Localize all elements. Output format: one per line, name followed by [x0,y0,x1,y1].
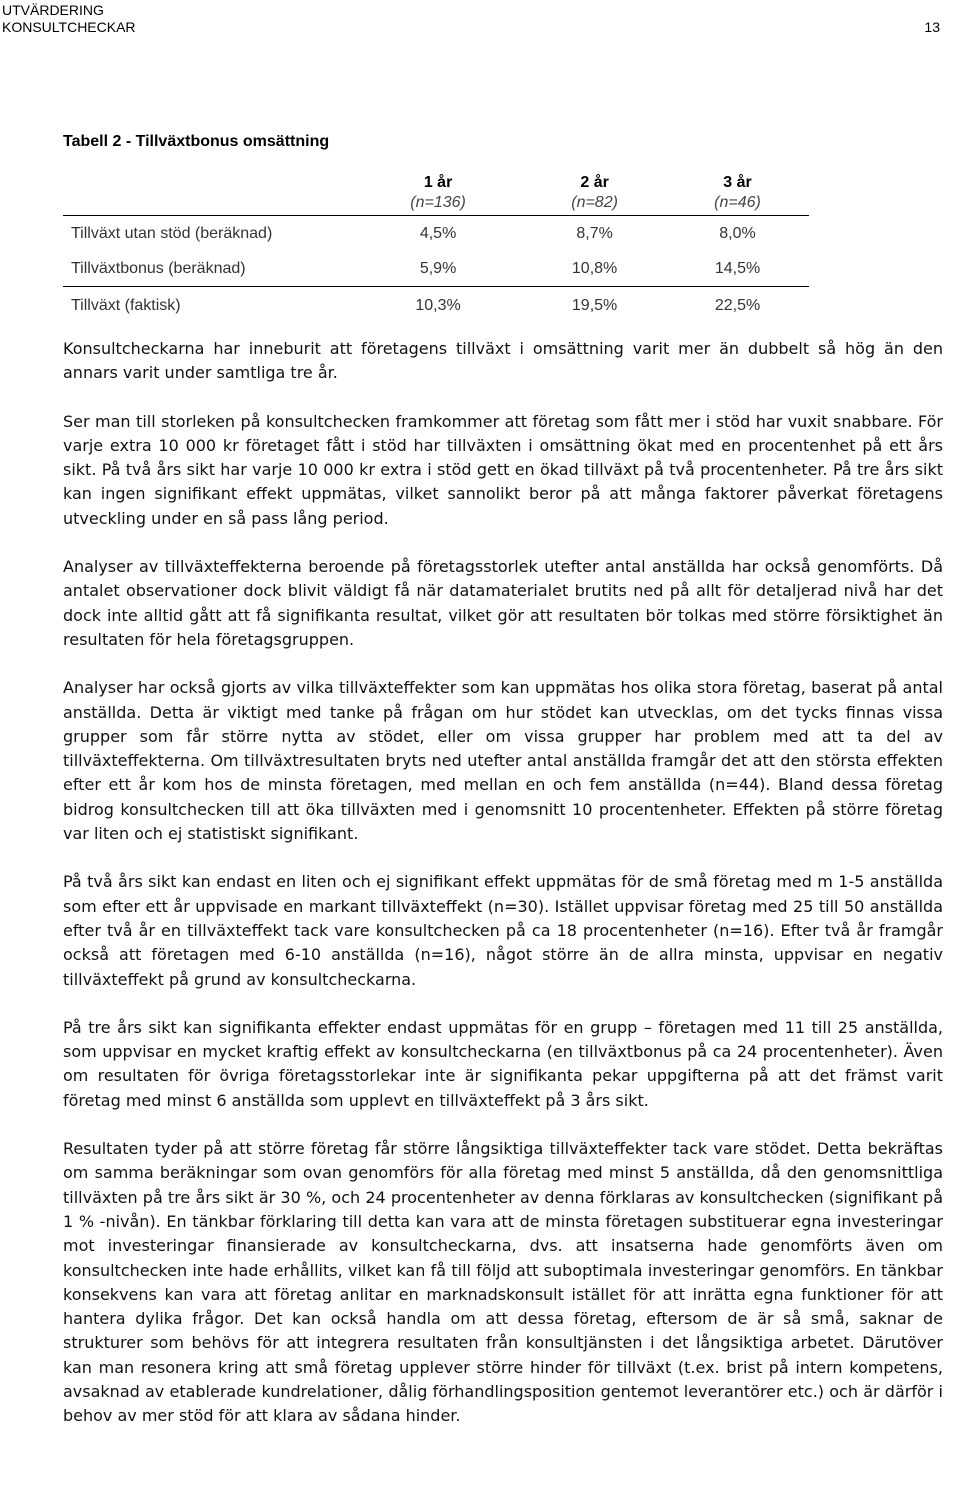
col-label: 2 år [580,174,609,191]
table-cell: 19,5% [571,297,618,314]
table-header-col-3 [666,173,809,216]
paragraph: Analyser har också gjorts av vilka tillväxteffekter som kan uppmätas hos olika stora företag, baserat på antal anställda. Detta är viktigt med tanke på frågan om hur stödet kan utvecklas, om det tycks finnas vissa grupper som får större nytta av stödet, eller om vissa grupper har problem med att ta del av tillväxteffekterna. Om tillväxtresultaten bryts ned utefter antal anställda framgår det att den största effekten efter ett år kom hos de minsta företagen, med mellan en och fem anställda (n=44). Bland dessa företag bidrog konsultchecken till att öka tillväxten med i genomsnitt 10 procentenheter. Effekten på större företag var liten och ej statistiskt signifikant. [63,678,943,844]
row-label: Tillväxt (faktisk) [71,297,181,314]
table-cell: 14,5% [666,251,809,287]
col-label: 3 år [723,174,752,191]
page-header [0,0,960,40]
running-title-line2: KONSULTCHECKAR [2,19,136,35]
paragraph: Ser man till storleken på konsultchecken framkommer att företag som fått mer i stöd har vuxit snabbare. För varje extra 10 000 kr företaget fått i stöd har tillväxten i omsättning ökat med en procentenhet på ett års sikt. På två års sikt har varje 10 000 kr extra i stöd gett en ökad tillväxt på två procentenheter. På tre års sikt kan ingen signifikant effekt uppmätas, vilket sannolikt beror på att många faktorer påverkat företagens utveckling under en så pass lång period. [63,411,943,528]
table-title: Tabell 2 - Tillväxtbonus omsättning [63,133,330,150]
table-cell: 4,5% [419,224,457,242]
paragraph: På två års sikt kan endast en liten och ej signifikant effekt uppmätas för de små företag med m 1-5 anställda som efter ett år uppvisade en markant tillväxteffekt (n=30). Istället uppvisar företag med 25 till 50 anställda efter två år en tillväxteffekt tack vare konsultchecken på ca 18 procentenheter (n=16). Efter två år framgår också att företagen med 6-10 anställda (n=16), något större än de allra minsta, uppvisar en negativ tillväxteffekt på grund av konsultcheckarna. [63,872,943,989]
table-header-empty [63,173,353,216]
running-title-line1: UTVÄRDERING [2,2,104,18]
table-row [63,251,809,287]
table-header-col-2 [523,173,666,216]
table-cell: 10,8% [523,251,666,287]
table-header-row [63,173,809,216]
page-content [63,133,943,1453]
table-cell: 8,7% [576,224,613,242]
paragraph: Analyser av tillväxteffekterna beroende på företagsstorlek utefter antal anställda har också genomförts. Då antalet observationer dock blivit väldigt få när datamaterialet brutits ned på allt för detaljerad nivå har det dock inte alltid gått att få signifikanta resultat, vilket gör att resultaten bör tolkas med större försiktighet än resultaten för hela företagsgruppen. [63,557,943,649]
running-title [2,2,136,36]
paragraph: Konsultcheckarna har inneburit att företagens tillväxt i omsättning varit mer än dubbelt så hög än den annars varit under samtliga tre år. [63,339,943,383]
table-cell: 5,9% [353,251,523,287]
table-header-col-1 [353,173,523,216]
row-label: Tillväxt utan stöd (beräknad) [71,224,273,242]
row-label: Tillväxtbonus (beräknad) [63,251,353,287]
body-text [63,337,943,1429]
col-n: (n=136) [410,194,466,211]
paragraph: Resultaten tyder på att större företag får större långsiktiga tillväxteffekter tack vare stödet. Detta bekräftas om samma beräkningar som ovan genomförs för alla företag med minst 5 anställda, då den genomsnittliga tillväxten på tre års sikt är 30 %, och 24 procentenheter av denna förklaras av konsultchecken (signifikant på 1 % -nivån). En tänkbar förklaring till detta kan vara att de minsta företagen substituerar egna investeringar mot investeringar finansierade av konsultcheckarna, dvs. att insatserna hade genomförts även om konsultchecken inte hade erhållits, vilket kan få till följd att suboptimala investeringar genomförs. En tänkbar konsekvens kan vara att företag anlitar en marknadskonsult istället för att inrätta egna funktioner för att hantera dylika frågor. Det kan också handla om att dessa företag, eftersom de är så små, saknar de strukturer som behövs för att integrera resultaten från konsultjänsten i det långsiktiga arbetet. Därutöver kan man resonera kring att små företag upplever större hinder för tillväxt (t.ex. brist på intern kompetens, avsaknad av etablerade kundrelationer, dålig förhandlingsposition gentemot leverantörer etc.) och är därför i behov av mer stöd för att klara av sådana hinder. [63,1139,943,1426]
table-cell: 8,0% [719,224,756,242]
col-n: (n=82) [571,194,618,211]
col-label: 1 år [423,174,453,191]
paragraph: På tre års sikt kan signifikanta effekter endast uppmätas för en grupp – företagen med 11 till 25 anställda, som uppvisar en mycket kraftig effekt av konsultcheckarna (en tillväxtbonus på ca 24 procentenheter). Även om resultaten för övriga företagsstorlekar inte är signifikanta pekar uppgifterna på att det främst varit företag med minst 6 anställda som upplevt en tillväxteffekt på 3 års sikt. [63,1017,943,1110]
table-row [63,287,809,326]
col-n: (n=46) [714,194,761,211]
table-cell: 10,3% [415,297,461,314]
table-row [63,216,809,252]
table-cell: 22,5% [714,297,761,314]
growth-table [63,173,809,325]
page-number: 13 [924,19,940,35]
